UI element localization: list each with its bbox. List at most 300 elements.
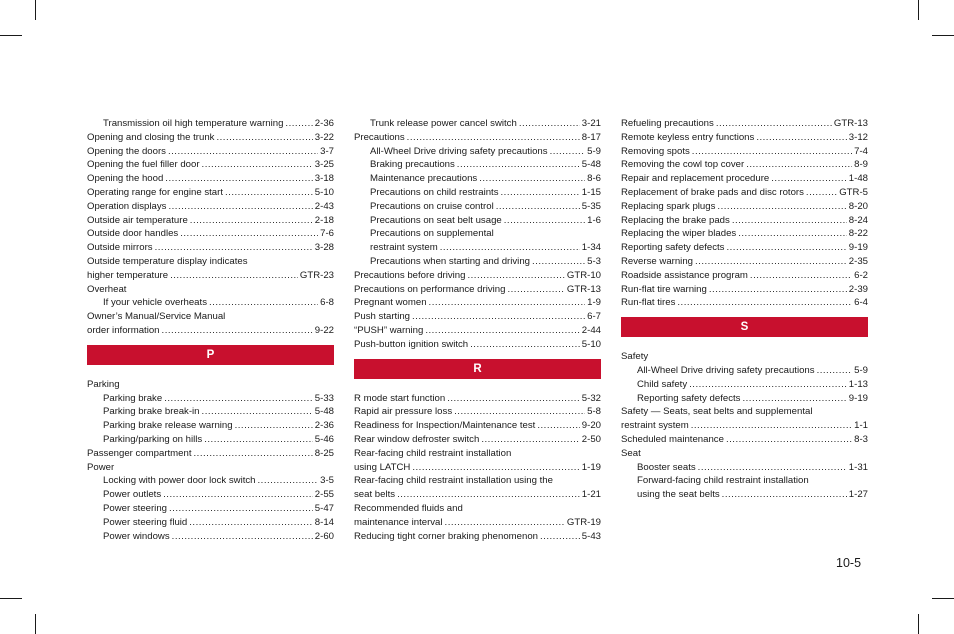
index-entry — [87, 296, 334, 310]
index-entry — [354, 241, 601, 255]
index-entry-text: Replacing spark plugs — [621, 200, 716, 212]
index-page-ref: 6-2 — [854, 269, 868, 281]
index-page-ref: 2-35 — [848, 255, 868, 267]
index-entry — [354, 488, 601, 502]
section-letter-header: R — [354, 359, 601, 379]
dot-leader — [202, 158, 313, 172]
index-entry-text: Parking brake break-in — [103, 406, 200, 418]
index-page-ref: 6-8 — [320, 297, 334, 309]
dot-leader — [454, 405, 585, 419]
section-gap — [621, 310, 868, 317]
index-entry-text: Braking precautions — [370, 159, 455, 171]
index-entry-text: restraint system — [621, 420, 689, 432]
index-page-ref: 2-60 — [314, 530, 334, 542]
section-gap — [621, 337, 868, 350]
index-page-ref: 5-3 — [587, 255, 601, 267]
index-entry-text: Precautions — [354, 131, 405, 143]
index-entry-text: All-Wheel Drive driving safety precautions — [637, 364, 815, 376]
index-entry — [354, 433, 601, 447]
index-column-1 — [87, 117, 334, 543]
dot-leader — [180, 227, 318, 241]
index-heading-line — [87, 378, 334, 392]
index-entry — [621, 131, 868, 145]
index-entry-text: Outside door handles — [87, 228, 179, 240]
index-entry — [354, 269, 601, 283]
dot-leader — [717, 200, 846, 214]
index-page-ref: 5-9 — [587, 145, 601, 157]
index-page-ref: 5-33 — [314, 392, 334, 404]
index-page-ref: 3-7 — [320, 145, 334, 157]
dot-leader — [756, 131, 846, 145]
index-entry-text: R mode start function — [354, 392, 446, 404]
index-heading-line — [621, 474, 868, 488]
index-entry — [621, 186, 868, 200]
dot-leader — [447, 392, 580, 406]
index-entry — [87, 419, 334, 433]
index-entry-text: Replacing the brake pads — [621, 214, 730, 226]
crop-mark — [918, 614, 919, 634]
index-entry — [87, 516, 334, 530]
index-entry-text: Refueling precautions — [621, 118, 714, 129]
index-entry-text: Precautions on supplemental — [370, 228, 494, 240]
index-page-ref: 3-21 — [581, 118, 601, 129]
dot-leader — [677, 296, 852, 310]
index-entry — [354, 172, 601, 186]
dot-leader — [742, 392, 846, 406]
index-page-ref: 8-22 — [848, 228, 868, 240]
dot-leader — [738, 227, 847, 241]
index-entry-text: Overheat — [87, 283, 127, 295]
index-page-ref: 1-15 — [581, 186, 601, 198]
crop-mark — [0, 598, 22, 599]
index-page-ref: 8-20 — [848, 200, 868, 212]
index-page-ref: 5-10 — [314, 186, 334, 198]
index-entry — [621, 117, 868, 131]
dot-leader — [412, 461, 579, 475]
index-entry-text: Rapid air pressure loss — [354, 406, 453, 418]
index-page-ref: 5-9 — [854, 364, 868, 376]
index-entry-text: Opening the hood — [87, 173, 164, 185]
crop-mark — [0, 35, 22, 36]
dot-leader — [202, 405, 313, 419]
index-entry-text: Operation displays — [87, 200, 167, 212]
index-entry-text: Replacement of brake pads and disc rotors — [621, 186, 804, 198]
index-page-ref: 2-55 — [314, 489, 334, 501]
index-page-ref: 5-43 — [581, 530, 601, 542]
index-entry-text: Reporting safety defects — [621, 242, 725, 254]
dot-leader — [172, 530, 313, 544]
index-entry-text: Outside temperature display indicates — [87, 255, 248, 267]
index-entry-text: Rear-facing child restraint installation — [354, 447, 512, 459]
index-page-ref: 3-5 — [320, 475, 334, 487]
dot-leader — [726, 433, 852, 447]
index-entry-text: using the seat belts — [637, 489, 720, 501]
dot-leader — [746, 158, 852, 172]
dot-leader — [407, 131, 580, 145]
index-page-ref: 5-48 — [581, 159, 601, 171]
index-page-ref: 5-32 — [581, 392, 601, 404]
dot-leader — [258, 474, 319, 488]
index-heading-line — [354, 227, 601, 241]
dot-leader — [537, 419, 579, 433]
index-entry — [87, 214, 334, 228]
dot-leader — [412, 310, 585, 324]
dot-leader — [817, 364, 853, 378]
crop-mark — [35, 0, 36, 20]
index-entry-text: using LATCH — [354, 461, 411, 473]
index-entry — [354, 200, 601, 214]
index-entry-text: Readiness for Inspection/Maintenance test — [354, 420, 536, 432]
index-page-ref: 3-25 — [314, 159, 334, 171]
index-entry — [621, 392, 868, 406]
index-entry — [87, 502, 334, 516]
index-entry-text: Outside air temperature — [87, 214, 188, 226]
index-entry-text: Parking/parking on hills — [103, 433, 203, 445]
index-entry-text: Push-button ignition switch — [354, 338, 469, 350]
index-heading-line — [621, 350, 868, 364]
index-entry-text: Power steering fluid — [103, 516, 188, 528]
index-page-ref: 5-48 — [314, 406, 334, 418]
index-page-ref: GTR-5 — [839, 186, 868, 198]
index-page-ref: 5-35 — [581, 200, 601, 212]
index-entry — [87, 530, 334, 544]
index-entry — [621, 283, 868, 297]
index-page-ref: 2-36 — [314, 420, 334, 432]
index-page-ref: 3-22 — [314, 131, 334, 143]
dot-leader — [470, 338, 580, 352]
dot-leader — [732, 214, 847, 228]
index-entry — [87, 447, 334, 461]
dot-leader — [204, 433, 313, 447]
index-entry-text: Remote keyless entry functions — [621, 131, 755, 143]
index-entry — [354, 405, 601, 419]
index-page-ref: 2-50 — [581, 433, 601, 445]
index-entry — [87, 488, 334, 502]
index-page-ref: 9-19 — [848, 242, 868, 254]
index-entry-text: Opening the doors — [87, 145, 166, 157]
index-entry — [87, 269, 334, 283]
index-entry — [621, 227, 868, 241]
index-entry-text: Outside mirrors — [87, 242, 153, 254]
index-entry — [87, 405, 334, 419]
index-entry — [354, 131, 601, 145]
index-entry — [621, 158, 868, 172]
index-entry — [621, 269, 868, 283]
index-entry — [354, 186, 601, 200]
index-entry-text: Transmission oil high temperature warning — [103, 118, 284, 129]
index-page-ref: 3-12 — [848, 131, 868, 143]
index-heading-line — [621, 405, 868, 419]
index-page-ref: 8-3 — [854, 433, 868, 445]
index-heading-line — [354, 447, 601, 461]
index-entry — [354, 296, 601, 310]
index-page-ref: 8-17 — [581, 131, 601, 143]
index-page-ref: 2-44 — [581, 324, 601, 336]
index-entry-text: Reverse warning — [621, 255, 693, 267]
index-entry-text: maintenance interval — [354, 516, 443, 528]
dot-leader — [445, 516, 565, 530]
index-page-ref: GTR-23 — [299, 269, 334, 281]
index-entry-text: Pregnant women — [354, 297, 427, 309]
index-entry-text: Passenger compartment — [87, 447, 192, 459]
index-heading-line — [87, 283, 334, 297]
index-entry-text: Parking brake release warning — [103, 420, 233, 432]
index-entry — [621, 488, 868, 502]
dot-leader — [481, 433, 579, 447]
index-page-ref: 1-19 — [581, 461, 601, 473]
index-entry — [354, 117, 601, 131]
index-page-ref: 1-1 — [854, 420, 868, 432]
index-entry — [87, 131, 334, 145]
index-entry-text: “PUSH” warning — [354, 324, 424, 336]
dot-leader — [457, 158, 580, 172]
index-entry-text: Trunk release power cancel switch — [370, 118, 517, 129]
index-entry — [87, 227, 334, 241]
index-entry-text: higher temperature — [87, 269, 169, 281]
dot-leader — [429, 296, 586, 310]
index-entry — [354, 461, 601, 475]
index-entry-text: seat belts — [354, 489, 396, 501]
dot-leader — [550, 145, 586, 159]
crop-mark — [932, 35, 954, 36]
index-page-ref: 7-6 — [320, 228, 334, 240]
dot-leader — [440, 241, 580, 255]
dot-leader — [425, 324, 579, 338]
index-column-2 — [354, 117, 601, 543]
index-entry — [87, 117, 334, 131]
index-entry — [87, 158, 334, 172]
section-letter-header: P — [87, 345, 334, 365]
index-entry-text: Seat — [621, 447, 641, 459]
dot-leader — [162, 324, 313, 338]
index-entry-text: Safety — Seats, seat belts and supplemental — [621, 406, 813, 418]
index-entry — [621, 241, 868, 255]
index-heading-line — [621, 447, 868, 461]
index-entry-text: Booster seats — [637, 461, 696, 473]
index-entry-text: Operating range for engine start — [87, 186, 223, 198]
index-entry — [354, 419, 601, 433]
dot-leader — [709, 283, 847, 297]
index-entry-text: Removing the cowl top cover — [621, 159, 745, 171]
dot-leader — [716, 117, 832, 131]
dot-leader — [698, 461, 847, 475]
dot-leader — [169, 502, 313, 516]
index-heading-line — [87, 255, 334, 269]
dot-leader — [532, 255, 585, 269]
dot-leader — [194, 447, 313, 461]
index-page-ref: 9-22 — [314, 324, 334, 336]
index-page-ref: GTR-10 — [566, 269, 601, 281]
section-gap — [354, 379, 601, 392]
index-page-ref: 1-34 — [581, 242, 601, 254]
index-entry — [87, 186, 334, 200]
index-entry-text: Power outlets — [103, 489, 162, 501]
section-gap — [87, 338, 334, 345]
dot-leader — [689, 378, 847, 392]
index-page-ref: 8-14 — [314, 516, 334, 528]
index-page-ref: 1-21 — [581, 489, 601, 501]
index-entry-text: Child safety — [637, 378, 688, 390]
dot-leader — [540, 530, 580, 544]
index-entry-text: Precautions when starting and driving — [370, 255, 530, 267]
index-entry — [354, 338, 601, 352]
index-page-ref: 1-13 — [848, 378, 868, 390]
dot-leader — [692, 145, 852, 159]
index-entry — [621, 378, 868, 392]
index-entry-text: restraint system — [370, 242, 438, 254]
index-page-ref: 9-20 — [581, 420, 601, 432]
dot-leader — [168, 145, 318, 159]
index-page-ref: 1-9 — [587, 297, 601, 309]
dot-leader — [170, 269, 298, 283]
index-page-ref: 9-19 — [848, 392, 868, 404]
index-entry-text: If your vehicle overheats — [103, 297, 207, 309]
index-entry-text: Precautions before driving — [354, 269, 466, 281]
index-entry-text: Roadside assistance program — [621, 269, 748, 281]
crop-mark — [918, 0, 919, 20]
index-entry-text: All-Wheel Drive driving safety precautions — [370, 145, 548, 157]
index-entry-text: Precautions on child restraints — [370, 186, 499, 198]
index-entry — [354, 530, 601, 544]
index-entry — [354, 392, 601, 406]
dot-leader — [722, 488, 847, 502]
index-entry-text: Parking brake — [103, 392, 163, 404]
index-heading-line — [354, 502, 601, 516]
index-entry — [354, 310, 601, 324]
index-entry-text: Replacing the wiper blades — [621, 228, 737, 240]
index-entry — [621, 172, 868, 186]
index-page-ref: 2-36 — [314, 118, 334, 129]
dot-leader — [467, 269, 564, 283]
dot-leader — [519, 117, 580, 131]
index-entry — [354, 158, 601, 172]
index-page-ref: 5-46 — [314, 433, 334, 445]
index-page-ref: 2-39 — [848, 283, 868, 295]
dot-leader — [771, 172, 847, 186]
index-entry — [87, 433, 334, 447]
index-entry — [621, 364, 868, 378]
index-heading-line — [87, 461, 334, 475]
dot-leader — [726, 241, 846, 255]
index-entry-text: Power windows — [103, 530, 170, 542]
index-page-ref: 1-31 — [848, 461, 868, 473]
index-entry-text: Precautions on cruise control — [370, 200, 494, 212]
index-entry — [87, 474, 334, 488]
dot-leader — [168, 200, 312, 214]
index-entry — [621, 145, 868, 159]
index-entry — [87, 200, 334, 214]
index-page-ref: GTR-13 — [833, 118, 868, 129]
index-entry-text: Parking — [87, 378, 120, 390]
index-entry-text: Run-flat tire warning — [621, 283, 707, 295]
dot-leader — [501, 186, 580, 200]
index-heading-line — [354, 474, 601, 488]
index-entry-text: Recommended fluids and — [354, 502, 463, 514]
index-entry — [354, 255, 601, 269]
index-entry-text: Locking with power door lock switch — [103, 475, 256, 487]
index-entry-text: Push starting — [354, 311, 410, 323]
index-entry — [87, 392, 334, 406]
index-page-ref: GTR-13 — [566, 283, 601, 295]
index-entry — [87, 172, 334, 186]
dot-leader — [190, 214, 313, 228]
dot-leader — [479, 172, 585, 186]
dot-leader — [504, 214, 585, 228]
index-entry — [621, 296, 868, 310]
index-entry-text: Precautions on seat belt usage — [370, 214, 502, 226]
section-gap — [354, 352, 601, 359]
index-entry-text: Reporting safety defects — [637, 392, 741, 404]
index-entry-text: Removing spots — [621, 145, 690, 157]
index-entry — [621, 255, 868, 269]
dot-leader — [806, 186, 837, 200]
index-page-ref: 5-47 — [314, 502, 334, 514]
index-entry-text: Rear-facing child restraint installation using the — [354, 475, 553, 487]
index-entry-text: Opening the fuel filler door — [87, 159, 200, 171]
section-gap — [87, 365, 334, 378]
index-entry-text: Forward-facing child restraint installation — [637, 475, 809, 487]
index-entry-text: Safety — [621, 351, 649, 363]
index-page-ref: 5-10 — [581, 338, 601, 350]
index-page-ref: 1-27 — [848, 489, 868, 501]
dot-leader — [164, 392, 313, 406]
crop-mark — [932, 598, 954, 599]
index-entry — [87, 324, 334, 338]
dot-leader — [691, 419, 852, 433]
index-entry — [354, 283, 601, 297]
index-entry — [354, 145, 601, 159]
index-page-ref: 7-4 — [854, 145, 868, 157]
index-page-ref: 2-43 — [314, 200, 334, 212]
section-letter-header: S — [621, 317, 868, 337]
index-column-3 — [621, 117, 868, 502]
index-entry-text: Opening and closing the trunk — [87, 131, 215, 143]
index-entry — [621, 419, 868, 433]
index-page-ref: 1-6 — [587, 214, 601, 226]
index-entry-text: Owner’s Manual/Service Manual — [87, 311, 226, 323]
index-entry-text: Repair and replacement procedure — [621, 173, 770, 185]
index-entry — [87, 241, 334, 255]
index-page-ref: 1-48 — [848, 173, 868, 185]
index-page-ref: 2-18 — [314, 214, 334, 226]
index-entry-text: Maintenance precautions — [370, 173, 478, 185]
index-entry-text: Power — [87, 461, 115, 473]
dot-leader — [397, 488, 580, 502]
index-entry-text: Power steering — [103, 502, 167, 514]
page-number: 10-5 — [836, 556, 862, 570]
index-entry-text: Rear window defroster switch — [354, 433, 480, 445]
dot-leader — [750, 269, 852, 283]
dot-leader — [155, 241, 313, 255]
index-entry-text: Reducing tight corner braking phenomenon — [354, 530, 539, 542]
index-entry — [621, 433, 868, 447]
dot-leader — [209, 296, 318, 310]
index-page-ref: 6-7 — [587, 311, 601, 323]
dot-leader — [165, 172, 313, 186]
index-page-ref: 8-24 — [848, 214, 868, 226]
index-entry — [354, 516, 601, 530]
index-entry — [87, 145, 334, 159]
index-page-ref: 8-25 — [314, 447, 334, 459]
index-entry-text: Precautions on performance driving — [354, 283, 506, 295]
dot-leader — [496, 200, 580, 214]
index-entry — [354, 324, 601, 338]
dot-leader — [225, 186, 313, 200]
index-entry — [354, 214, 601, 228]
dot-leader — [216, 131, 312, 145]
dot-leader — [235, 419, 313, 433]
index-entry — [621, 200, 868, 214]
